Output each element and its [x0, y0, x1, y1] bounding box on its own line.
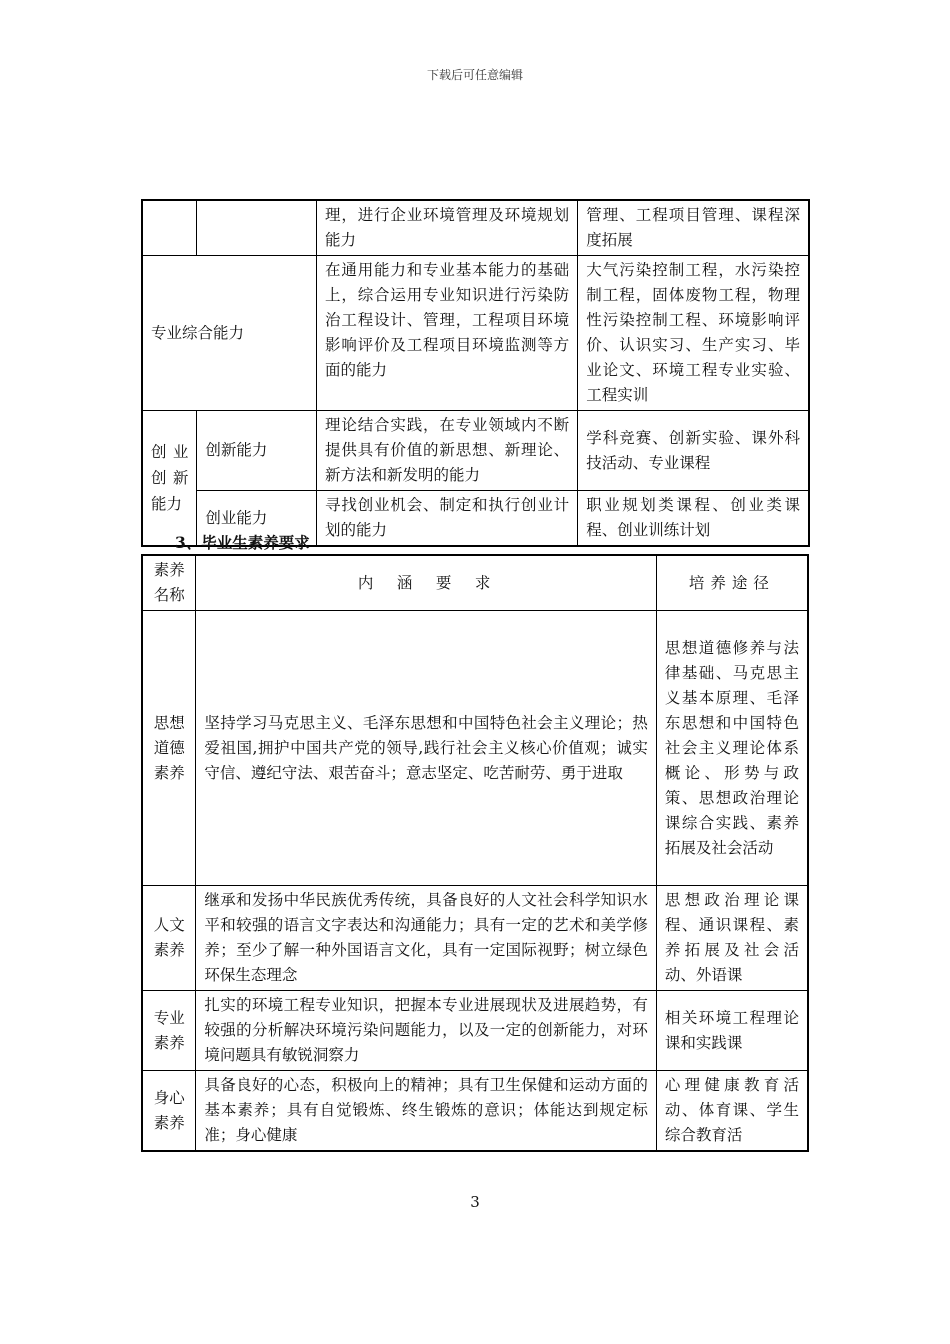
quality-name: 专业素养	[142, 991, 196, 1071]
table-row	[142, 611, 808, 886]
empty-cell	[197, 200, 317, 256]
quality-path: 思想政治理论课程、通识课程、素养拓展及社会活动、外语课	[656, 886, 808, 991]
ability-content: 在通用能力和专业基本能力的基础上，综合运用专业知识进行污染防治工程设计、管理，工程项目环境影响评价及工程项目环境监测等方面的能力	[317, 256, 578, 411]
ability-content: 理论结合实践，在专业领域内不断提供具有价值的新思想、新理论、新方法和新发明的能力	[317, 411, 578, 491]
page-number: 3	[470, 1193, 480, 1211]
ability-label: 创业能力	[197, 491, 317, 547]
ability-table	[141, 199, 810, 547]
quality-content: 继承和发扬中华民族优秀传统，具备良好的人文社会科学知识水平和较强的语言文字表达和沟通能力；具有一定的艺术和美学修养；至少了解一种外国语言文化，具有一定国际视野；树立绿色环保生态理念	[196, 886, 656, 991]
ability-path: 学科竞赛、创新实验、课外科技活动、专业课程	[578, 411, 809, 491]
header-name: 素养名称	[142, 555, 196, 611]
header-path: 培养途径	[656, 555, 808, 611]
ability-content: 理，进行企业环境管理及环境规划能力	[317, 200, 578, 256]
section-title: 3、毕业生素养要求	[175, 533, 310, 552]
empty-cell	[142, 200, 197, 256]
table-row	[142, 200, 809, 256]
quality-path: 思想道德修养与法律基础、马克思主义基本原理、毛泽东思想和中国特色社会主义理论体系概论、形势与政策、思想政治理论课综合实践、素养拓展及社会活动	[656, 611, 808, 886]
ability-path: 管理、工程项目管理、课程深度拓展	[578, 200, 809, 256]
header-content: 内 涵 要 求	[196, 555, 656, 611]
quality-path: 心理健康教育活动、体育课、学生综合教育活	[656, 1071, 808, 1152]
quality-name: 身心素养	[142, 1071, 196, 1152]
quality-content: 扎实的环境工程专业知识，把握本专业进展现状及进展趋势，有较强的分析解决环境污染问题能力，以及一定的创新能力，对环境问题具有敏锐洞察力	[196, 991, 656, 1071]
ability-label: 专业综合能力	[142, 256, 317, 411]
ability-group-label: 创 业 创新 能力	[142, 411, 197, 547]
quality-table	[141, 554, 809, 1152]
quality-name: 思想道德素养	[142, 611, 196, 886]
quality-name: 人文素养	[142, 886, 196, 991]
page-header: 下载后可任意编辑	[426, 68, 523, 82]
table-row	[142, 411, 809, 491]
table-row	[142, 1071, 808, 1152]
ability-content: 寻找创业机会、制定和执行创业计划的能力	[317, 491, 578, 547]
ability-path: 职业规划类课程、创业类课程、创业训练计划	[578, 491, 809, 547]
table-row	[142, 991, 808, 1071]
table-row	[142, 256, 809, 411]
ability-path: 大气污染控制工程，水污染控制工程，固体废物工程，物理性污染控制工程、环境影响评价、认识实习、生产实习、毕业论文、环境工程专业实验、工程实训	[578, 256, 809, 411]
ability-label: 创新能力	[197, 411, 317, 491]
quality-path: 相关环境工程理论课和实践课	[656, 991, 808, 1071]
quality-content: 具备良好的心态，积极向上的精神；具有卫生保健和运动方面的基本素养；具有自觉锻炼、终生锻炼的意识；体能达到规定标准；身心健康	[196, 1071, 656, 1152]
quality-content: 坚持学习马克思主义、毛泽东思想和中国特色社会主义理论；热爱祖国,拥护中国共产党的领导,践行社会主义核心价值观；诚实守信、遵纪守法、艰苦奋斗；意志坚定、吃苦耐劳、勇于进取	[196, 611, 656, 886]
table-header-row	[142, 555, 808, 611]
table-row	[142, 886, 808, 991]
